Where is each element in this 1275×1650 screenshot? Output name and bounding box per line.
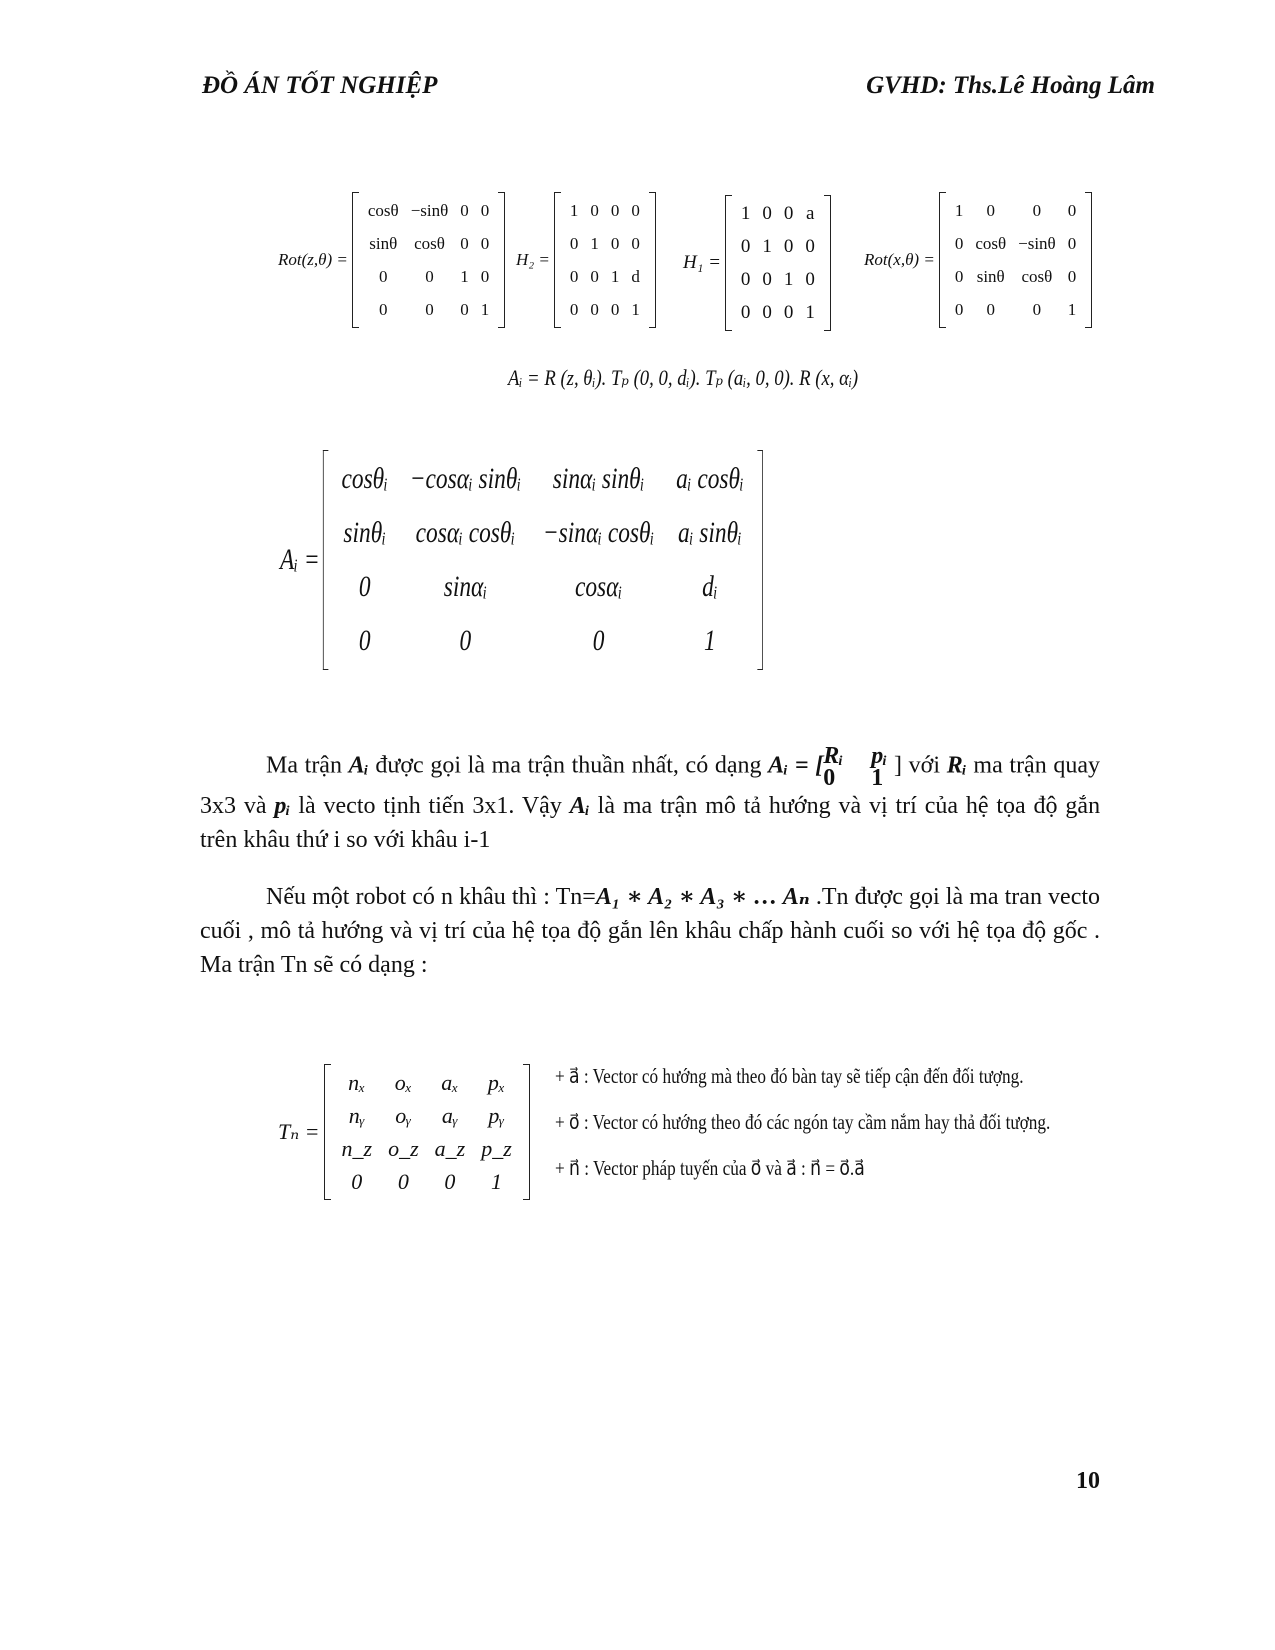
matrix-cell: 0: [783, 302, 794, 323]
matrix-cell: 0: [569, 267, 579, 286]
matrix-cell: 0: [1032, 201, 1042, 220]
matrix-cell: 0: [358, 624, 371, 657]
matrix-cell: 0: [460, 234, 469, 253]
matrix-cell: 0: [762, 302, 772, 323]
matrix-cell: 1: [610, 267, 620, 286]
ai-label: Aᵢ =: [280, 543, 320, 576]
rotz-matrix-equation: [278, 192, 505, 328]
matrix-cell: 1: [490, 1169, 502, 1194]
matrix-cell: 1: [590, 234, 599, 253]
h1-matrix: [725, 195, 831, 331]
ai-formula: Aᵢ = R (z, θᵢ). Tₚ (0, 0, dᵢ). Tₚ (aᵢ, 0, 0). R (x, αᵢ): [508, 365, 859, 390]
math-product: A₁ ∗ A₂ ∗ A₃ ∗ … Aₙ: [595, 884, 810, 910]
matrix-cell: 1: [480, 300, 490, 319]
rotx-matrix-equation: [864, 192, 1092, 328]
rotx-matrix: [939, 192, 1092, 328]
text: ma trận quay 3x3 và: [200, 752, 1101, 819]
ai-matrix-equation: [280, 450, 762, 670]
matrix-cell: oᵧ: [395, 1103, 412, 1128]
matrix-cell: −sinαᵢ cosθᵢ: [542, 516, 655, 549]
matrix-cell: p_z: [481, 1136, 512, 1161]
matrix-cell: 0: [740, 302, 751, 323]
matrix-cell: 0: [631, 234, 640, 253]
matrix-cell: 0: [954, 234, 964, 253]
matrix-cell: 0: [1067, 234, 1077, 253]
matrix-cell: 0: [610, 201, 620, 220]
matrix-cell: a_z: [434, 1136, 466, 1161]
matrix-cell: 1: [762, 236, 772, 257]
matrix-cell: 0: [631, 201, 640, 220]
matrix-cell: 0: [783, 236, 794, 257]
tn-label: Tₙ =: [278, 1119, 320, 1144]
rotz-matrix: [352, 192, 505, 328]
tn-matrix-equation: [278, 1064, 530, 1200]
matrix-cell: 0: [459, 624, 472, 657]
matrix-cell: 0: [590, 267, 599, 286]
matrix-cell: cosθ: [367, 201, 399, 220]
matrix-cell: 1: [954, 201, 964, 220]
matrix-cell: 0: [610, 300, 620, 319]
matrix-cell: pᵧ: [488, 1103, 505, 1128]
matrix-cell: 0: [592, 624, 605, 657]
text: Ma trận: [266, 752, 342, 779]
matrix-cell: 0: [1032, 300, 1042, 319]
matrix-cell: aₓ: [441, 1070, 459, 1095]
text: là vecto tịnh tiến 3x1. Vậy: [298, 793, 562, 819]
math-ai: Aᵢ: [569, 793, 590, 819]
ai-matrix: [323, 450, 763, 670]
matrix-cell: 0: [358, 570, 371, 603]
matrix-cell: cosθ: [975, 234, 1007, 253]
matrix-cell: cosαᵢ cosθᵢ: [415, 516, 516, 549]
header-title-left: ĐỒ ÁN TỐT NGHIỆP: [202, 72, 438, 99]
matrix-cell: pₓ: [487, 1070, 506, 1095]
matrix-cell: sinαᵢ: [443, 570, 488, 603]
math-ai: Aᵢ: [348, 752, 369, 779]
rotx-label: Rot(x,θ) =: [864, 250, 935, 269]
header-supervisor: GVHD: Ths.Lê Hoàng Lâm: [866, 72, 1155, 99]
matrix-cell: 0: [569, 234, 579, 253]
matrix-cell: 0: [351, 1169, 363, 1194]
matrix-cell: 1: [740, 203, 751, 224]
matrix-cell: aᵢ cosθᵢ: [676, 462, 744, 495]
matrix-cell: 0: [610, 234, 620, 253]
matrix-cell: cosαᵢ: [574, 570, 623, 603]
math-pi: pᵢ: [274, 793, 291, 819]
block-one: 1: [871, 765, 884, 791]
matrix-cell: aᵧ: [441, 1103, 458, 1128]
matrix-cell: 0: [480, 267, 490, 286]
matrix-cell: 0: [590, 300, 599, 319]
matrix-cell: 1: [569, 201, 579, 220]
matrix-cell: 1: [805, 302, 815, 323]
matrix-cell: 0: [805, 236, 815, 257]
math-ai-eq: Aᵢ = [: [768, 752, 824, 779]
matrix-cell: n_z: [341, 1136, 373, 1161]
vector-note-a: + a⃗ : Vector có hướng mà theo đó bàn tay sẽ tiếp cận đến đối tượng.: [555, 1064, 1024, 1088]
matrix-cell: aᵢ sinθᵢ: [678, 516, 742, 549]
block-r: Rᵢ: [823, 743, 844, 769]
matrix-cell: cosθᵢ: [341, 462, 388, 495]
matrix-cell: sinθ: [976, 267, 1005, 286]
matrix-cell: o_z: [388, 1136, 419, 1161]
matrix-cell: 1: [704, 624, 716, 657]
matrix-cell: 0: [480, 201, 490, 220]
text: là ma trận mô tả hướng và vị trí của hệ tọa độ gắn trên khâu thứ i so với khâu i-1: [200, 793, 1101, 853]
paragraph-end-effector-matrix: [200, 880, 1100, 982]
matrix-cell: 0: [740, 269, 751, 290]
text: .Tn được gọi là ma tran vecto cuối , mô tả hướng và vị trí của hệ tọa độ gắn lên khâu chấp hành cuối so với hệ tọa độ gốc . Ma trận Tn sẽ có dạng :: [200, 884, 1101, 978]
matrix-cell: cosθ: [414, 234, 445, 253]
matrix-cell: sinθ: [369, 234, 398, 253]
matrix-cell: −sinθ: [1018, 234, 1056, 253]
matrix-cell: 0: [954, 300, 964, 319]
matrix-cell: 0: [444, 1169, 456, 1194]
paragraph-homogeneous-matrix: [200, 745, 1100, 857]
matrix-cell: 0: [986, 300, 995, 319]
matrix-cell: 1: [460, 267, 469, 286]
matrix-cell: 0: [460, 300, 469, 319]
matrix-cell: 0: [379, 300, 388, 319]
page-number: 10: [1076, 1468, 1100, 1494]
h1-matrix-equation: [683, 195, 831, 331]
block-p: pᵢ: [871, 743, 888, 769]
matrix-cell: nₓ: [348, 1070, 366, 1095]
matrix-cell: 0: [569, 300, 579, 319]
matrix-cell: 0: [986, 201, 995, 220]
math-ri: Rᵢ: [946, 752, 967, 779]
text: ] với: [894, 752, 941, 779]
matrix-cell: nᵧ: [348, 1103, 365, 1128]
matrix-cell: 0: [425, 300, 434, 319]
matrix-cell: cosθ: [1021, 267, 1053, 286]
matrix-cell: 0: [590, 201, 599, 220]
matrix-cell: −sinθ: [410, 201, 449, 220]
matrix-cell: 0: [1067, 267, 1077, 286]
matrix-cell: 0: [762, 269, 772, 290]
matrix-cell: d: [631, 267, 640, 286]
h1-label: H₁ =: [683, 252, 721, 273]
matrix-cell: 1: [1067, 300, 1077, 319]
h2-matrix: [554, 192, 656, 328]
matrix-cell: 0: [954, 267, 964, 286]
matrix-cell: 1: [631, 300, 640, 319]
matrix-cell: 0: [397, 1169, 409, 1194]
matrix-cell: 0: [379, 267, 388, 286]
matrix-cell: sinθᵢ: [343, 516, 386, 549]
rotz-label: Rot(z,θ) =: [278, 250, 348, 269]
matrix-cell: 0: [480, 234, 490, 253]
h2-label: H₂ =: [516, 250, 550, 269]
matrix-cell: a: [805, 203, 815, 224]
matrix-cell: −cosαᵢ sinθᵢ: [409, 462, 522, 495]
matrix-cell: oₓ: [394, 1070, 412, 1095]
h2-matrix-equation: [516, 192, 656, 328]
matrix-cell: 0: [740, 236, 751, 257]
vector-note-o: + o⃗ : Vector có hướng theo đó các ngón tay cầm nắm hay thả đối tượng.: [555, 1110, 1051, 1134]
block-matrix: [823, 745, 887, 789]
matrix-cell: 1: [783, 269, 794, 290]
matrix-cell: 0: [783, 203, 794, 224]
text: Nếu một robot có n khâu thì : Tn=: [266, 884, 596, 910]
matrix-cell: sinαᵢ sinθᵢ: [552, 462, 645, 495]
matrix-cell: 0: [1067, 201, 1077, 220]
matrix-cell: 0: [460, 201, 469, 220]
matrix-cell: 0: [805, 269, 815, 290]
text: được gọi là ma trận thuần nhất, có dạng: [375, 752, 762, 779]
vector-note-n: + n⃗ : Vector pháp tuyến của o⃗ và a⃗ : n⃗ = o⃗.a⃗: [555, 1156, 865, 1180]
matrix-cell: dᵢ: [702, 570, 718, 603]
block-zero: 0: [823, 765, 836, 791]
matrix-cell: 0: [762, 203, 772, 224]
matrix-cell: 0: [425, 267, 434, 286]
tn-matrix: [324, 1064, 530, 1200]
